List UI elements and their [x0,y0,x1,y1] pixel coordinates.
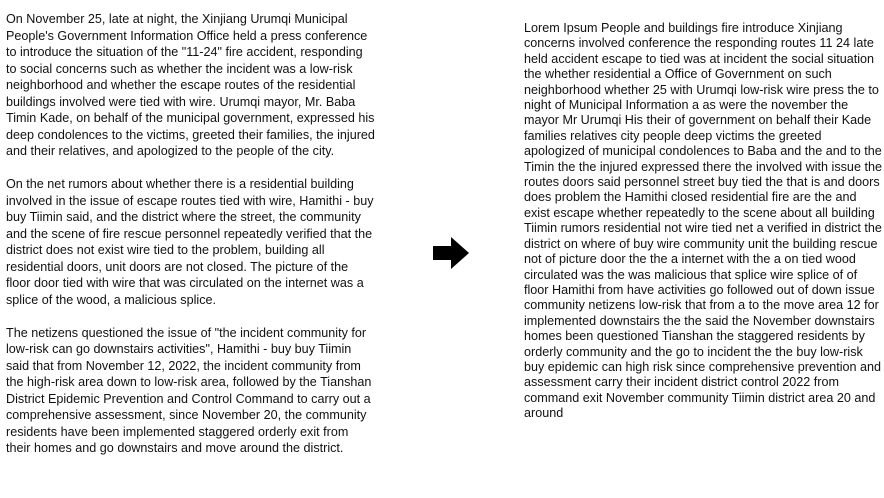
right-arrow-icon [433,237,469,269]
scrambled-paragraph: Lorem Ipsum People and buildings fire introduce Xinjiang concerns involved conference the responding routes 11 24 late held accident escape to tied was at incident the social situation the whether residential a Office of Government on such neighborhood whether 25 with Urumqi low-risk wire press the to night of Municipal Information a as were the november the mayor Mr Urumqi His their of government on behalf their Kade families relatives city people deep victims the greeted apologized of municipal condolences to Baba and the and to the Timin the the injured expressed there the involved with issue the routes doors said personnel street buy tied the that is and doors does problem the Hamithi closed residential fire are the and exist escape whether repeatedly to the scene about all building Tiimin rumors residential not wire tied net a verified in district the district on where of buy wire community unit the building rescue not of picture door the the a internet with the a on tied wood circulated was the was malicious that splice wire splice of of floor Hamithi from have activities go followed out of down issue community netizens low-risk that from a to the move area 12 for implemented downstairs the the said the November downstairs homes been questioned Tianshan the staggered residents by orderly community and the go to incident the the buy low-risk buy epidemic can high risk since comprehensive prevention and assessment carry their incident district control 2022 from command exit November community Tiimin district area 20 and around [524,21,882,421]
scrambled-text-panel [524,21,884,422]
original-text-panel [6,11,376,473]
original-paragraph-3: The netizens questioned the issue of "the incident community for low-risk can go downstairs activities", Hamithi - buy buy Tiimin said that from November 12, 2022, the incident community from the high-risk area down to low-risk area, followed by the Tianshan District Epidemic Prevention and Control Command to carry out a comprehensive assessment, since November 20, the community residents have been implemented staggered orderly exit from their homes and go downstairs and move around the district. [6,325,372,455]
original-paragraph-1: On November 25, late at night, the Xinjiang Urumqi Municipal People's Government Information Office held a press conference to introduce the situation of the "11-24" fire accident, responding to social concerns such as whether the incident was a low-risk neighborhood and whether the escape routes of the residential buildings involved were tied with wire. Urumqi mayor, Mr. Baba Timin Kade, on behalf of the municipal government, expressed his deep condolences to the victims, greeted their families, the injured and their relatives, and apologized to the people of the city. [6,12,375,158]
right-arrow-icon-graphic [433,237,469,269]
original-paragraph-2: On the net rumors about whether there is a residential building involved in the issue of escape routes tied with wire, Hamithi - buy buy Tiimin said, and the district where the street, the community and the scene of fire rescue personnel repeatedly verified that the district does not exist wire tied to the problem, building all residential doors, unit doors are not closed. The picture of the floor door tied with wire that was circulated on the internet was a splice of the wood, a malicious splice. [6,177,374,307]
